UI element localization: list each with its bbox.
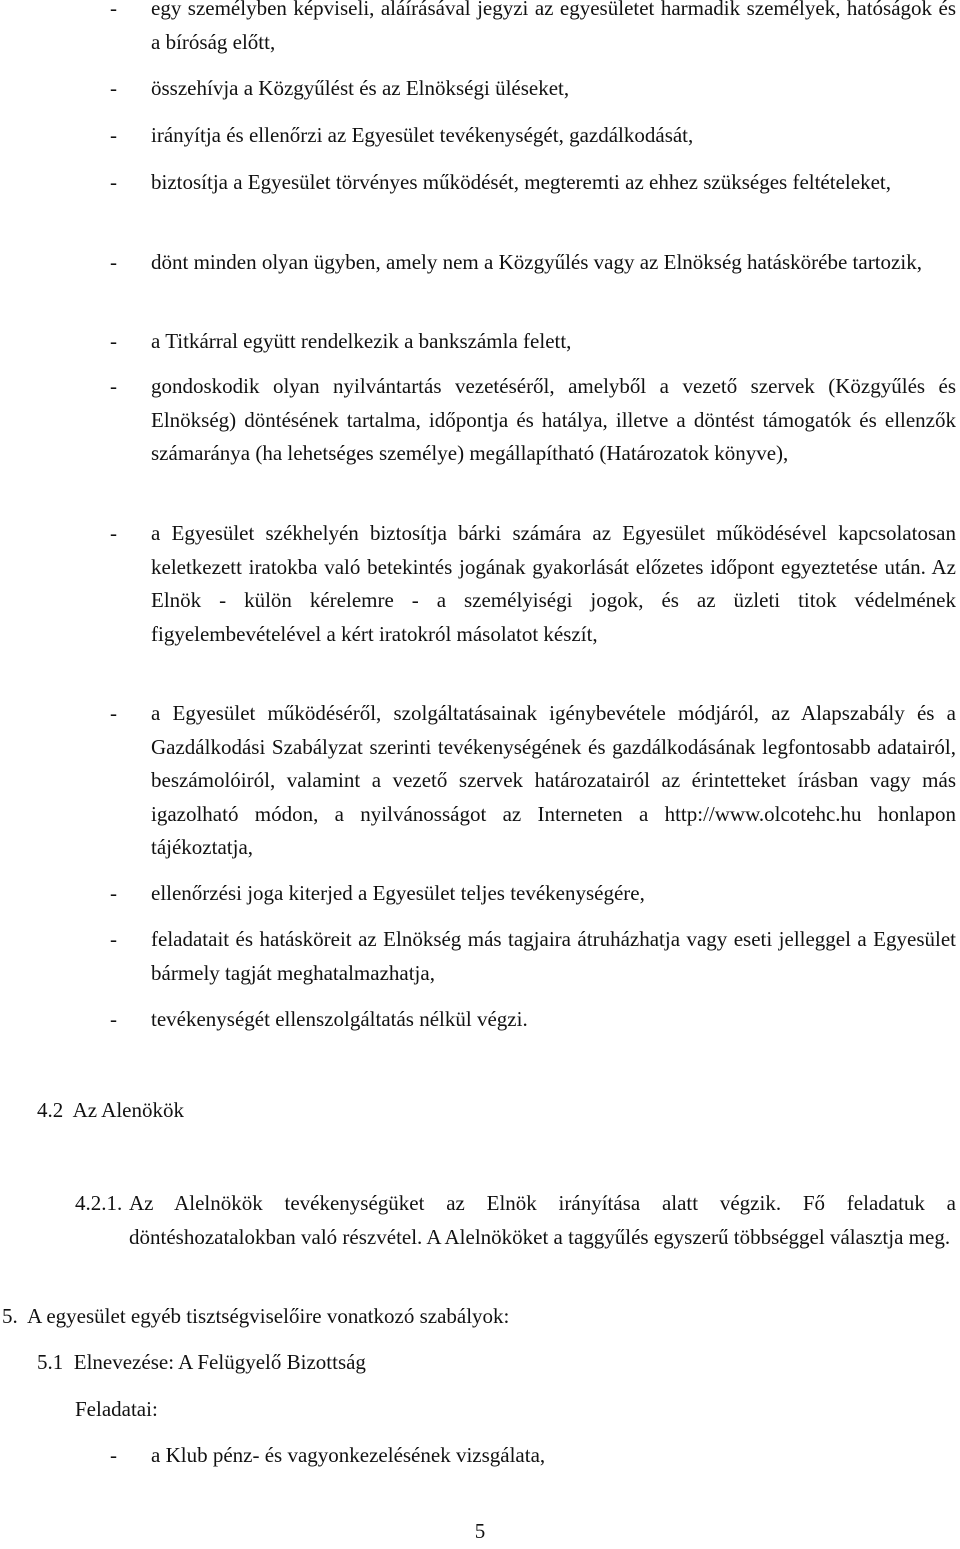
list-item (110, 370, 956, 471)
section-heading-5: 5. A egyesület egyéb tisztségviselőire vonatkozó szabályok: (2, 1304, 510, 1328)
list-item-text: dönt minden olyan ügyben, amely nem a Közgyűlés vagy az Elnökség hatáskörébe tartozik, (151, 250, 922, 274)
list-item (110, 923, 956, 990)
list-item (110, 877, 956, 911)
list-item (110, 166, 956, 200)
list-item (110, 1439, 956, 1473)
list-dash: - (110, 1007, 117, 1031)
list-item-text: gondoskodik olyan nyilvántartás vezetéséről, amelyből a vezető szervek (Közgyűlés és Elnökség) döntésének tartalma, időpontja és hatálya, illetve a döntést támogatók és ellenzők számaránya (ha lehetséges személye) megállapítható (Határozatok könyve), (151, 374, 956, 465)
list-item-text: a Egyesület székhelyén biztosítja bárki számára az Egyesület működésével kapcsolatosan keletkezett iratokba való betekintés jogának gyakorlását előzetes időpont egyeztetése után. Az Elnök - külön kérelemre - a személyiségi jogok, és az üzleti titok védelmének figyelembevételével a kért iratokról másolatot készít, (151, 521, 956, 646)
list-item (110, 119, 956, 153)
list-dash: - (110, 881, 117, 905)
section-4-2-1 (75, 1187, 956, 1254)
section-heading-5-1: 5.1 Elnevezése: A Felügyelő Bizottság (37, 1350, 366, 1374)
list-dash: - (110, 0, 117, 20)
list-item (110, 1003, 956, 1037)
list-dash: - (110, 521, 117, 545)
list-item-text: összehívja a Közgyűlést és az Elnökségi üléseket, (151, 76, 570, 100)
list-item-text: a Egyesület működéséről, szolgáltatásainak igénybevétele módjáról, az Alapszabály és a Gazdálkodási Szabályzat szerinti tevékenységének és gazdálkodásának legfontosabb adatairól, beszámolóiról, valamint a vezető szervek határozatairól az érintetteket írásban vagy más igazolható módon, a nyilvánosságot az Interneten a http://www.olcotehc.hu honlapon tájékoztatja, (151, 701, 956, 859)
list-dash: - (110, 76, 117, 100)
section-heading-4-2: 4.2 Az Alenökök (37, 1098, 184, 1122)
list-item (110, 697, 956, 865)
list-dash: - (110, 123, 117, 147)
section-number: 4.2.1. (75, 1191, 123, 1215)
list-dash: - (110, 374, 117, 398)
list-dash: - (110, 1443, 117, 1467)
list-item-text: feladatait és hatásköreit az Elnökség más tagjaira átruházhatja vagy eseti jelleggel a Egyesület bármely tagját meghatalmazhatja, (151, 927, 956, 985)
list-item-text: biztosítja a Egyesület törvényes működését, megteremti az ehhez szükséges feltételeket, (151, 170, 891, 194)
list-item-text: irányítja és ellenőrzi az Egyesület tevékenységét, gazdálkodását, (151, 123, 694, 147)
list-dash: - (110, 170, 117, 194)
list-dash: - (110, 927, 117, 951)
list-item-text: a Titkárral együtt rendelkezik a bankszámla felett, (151, 329, 572, 353)
list-item-text: egy személyben képviseli, aláírásával jegyzi az egyesületet harmadik személyek, hatóságok és a bíróság előtt, (151, 0, 956, 54)
list-item-text: a Klub pénz- és vagyonkezelésének vizsgálata, (151, 1443, 546, 1467)
list-item (110, 0, 956, 59)
list-item (110, 72, 956, 106)
page-number: 5 (474, 1519, 486, 1543)
list-item-text: ellenőrzési joga kiterjed a Egyesület teljes tevékenységére, (151, 881, 645, 905)
duties-label: Feladatai: (75, 1397, 158, 1421)
list-dash: - (110, 250, 117, 274)
list-dash: - (110, 329, 117, 353)
section-text: Az Alelnökök tevékenységüket az Elnök irányítása alatt végzik. Fő feladatuk a döntéshozatalokban való részvétel. A Alelnököket a taggyűlés egyszerű többséggel választja meg. (129, 1191, 956, 1249)
list-dash: - (110, 701, 117, 725)
list-item (110, 517, 956, 651)
list-item-text: tevékenységét ellenszolgáltatás nélkül végzi. (151, 1007, 528, 1031)
list-item (110, 325, 956, 359)
list-item (110, 246, 956, 280)
